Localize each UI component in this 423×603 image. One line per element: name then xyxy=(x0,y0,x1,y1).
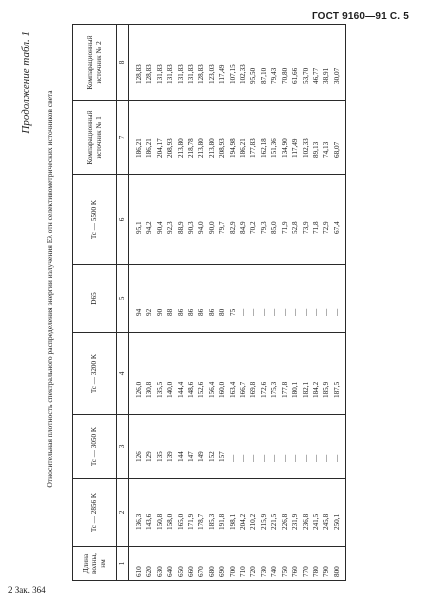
values-5500k: 95,1 94,2 90,4 92,3 88,9 90,3 94,0 90,0 79,7 82,9 84,9 70,2 79,3 85,0 71,9 52,8 73,9 71,8 72,9 67,4 xyxy=(129,175,346,265)
values-2856k: 136,3 143,6 150,8 158,0 165,0 171,9 178,7 185,3 191,8 198,1 204,2 210,2 215,9 221,5 226,8 231,9 236,8 241,5 245,8 250,1 xyxy=(129,479,346,547)
spectral-data-table xyxy=(72,24,346,581)
page-header: ГОСТ 9160—91 С. 5 xyxy=(311,11,409,22)
col-header-comparator-2: Компарационный источник № 2 xyxy=(73,25,117,101)
table-title: Относительная плотность спектрального распределения энергии излучения Eλ отн селективометрических источников света xyxy=(45,90,54,488)
rotated-table-page xyxy=(20,25,406,581)
col-header-2856k: Tc — 2856 K xyxy=(73,479,117,547)
table-continuation-label: Продолжение табл. 1 xyxy=(20,31,32,134)
table-data-row xyxy=(129,25,346,581)
values-d65: 94 92 90 88 86 86 86 86 80 75 — — — — — — — — — — xyxy=(129,265,346,333)
col-number: 7 xyxy=(117,101,129,175)
values-3200k: 126,0 130,8 135,5 140,0 144,4 148,6 152,6 156,4 160,0 163,4 166,7 169,8 172,6 175,3 177,8 180,1 182,1 184,2 185,9 187,5 xyxy=(129,333,346,415)
col-number: 5 xyxy=(117,265,129,333)
values-comparator-1: 186,21 186,21 204,17 208,93 213,80 218,78 213,80 213,80 208,93 194,98 186,21 177,83 162,18 151,36 134,90 117,49 102,33 89,13 74,13 68,07 xyxy=(129,101,346,175)
page-footer: 2 Зак. 364 xyxy=(8,585,46,595)
wavelength-values: 610 620 630 640 650 660 670 680 690 700 710 720 730 740 750 760 770 780 790 800 xyxy=(129,547,346,581)
values-comparator-2: 128,83 128,83 131,83 131,83 131,83 131,83 128,83 123,03 117,49 107,15 102,33 95,50 87,10 79,43 70,80 61,66 53,70 46,77 38,91 30,07 xyxy=(129,25,346,101)
col-number: 2 xyxy=(117,479,129,547)
col-number: 6 xyxy=(117,175,129,265)
col-header-comparator-1: Компарационный источник № 1 xyxy=(73,101,117,175)
col-header-5500k: Tc — 5500 K xyxy=(73,175,117,265)
col-header-3200k: Tc — 3200 K xyxy=(73,333,117,415)
values-3050k: 126 129 135 139 144 147 149 152 157 — — — — — — — — — — — xyxy=(129,415,346,479)
col-number: 8 xyxy=(117,25,129,101)
col-number: 4 xyxy=(117,333,129,415)
col-header-3050k: Tc — 3050 K xyxy=(73,415,117,479)
col-header-d65: D65 xyxy=(73,265,117,333)
col-number: 3 xyxy=(117,415,129,479)
col-number: 1 xyxy=(117,547,129,581)
column-number-row xyxy=(117,25,129,581)
col-header-wavelength: Длина волны, нм xyxy=(73,547,117,581)
